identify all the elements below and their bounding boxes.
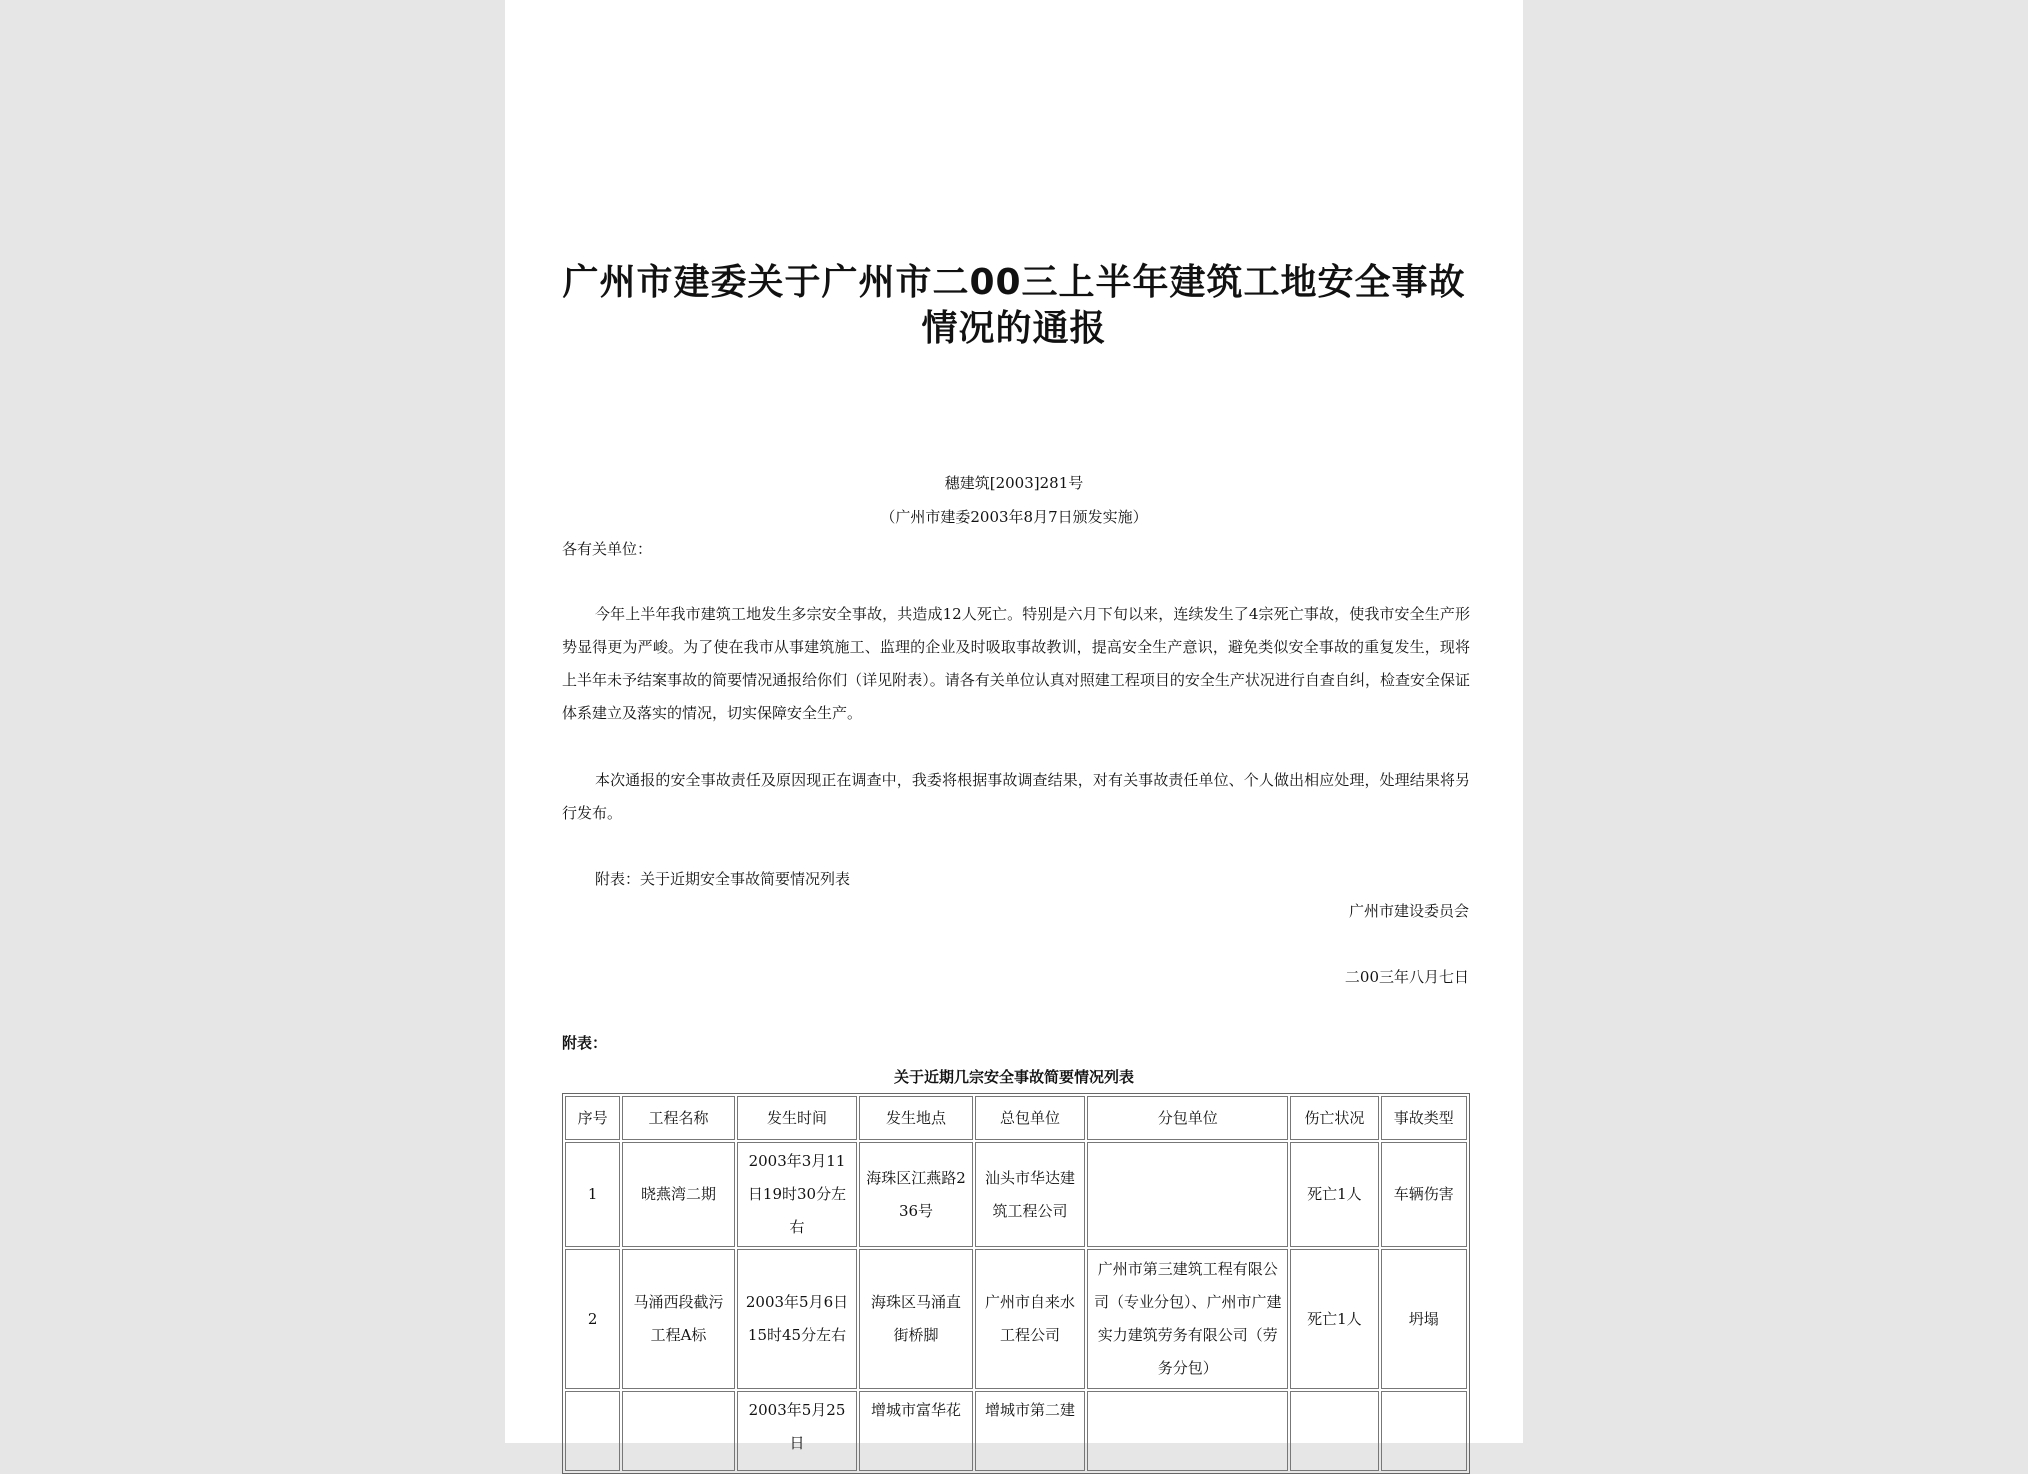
cell-location: 海珠区江燕路236号 [859,1142,973,1247]
cell-contractor: 广州市自来水工程公司 [975,1249,1085,1389]
cell-casualty: 死亡1人 [1290,1142,1378,1247]
document-title [545,260,1483,352]
header-cell-type: 事故类型 [1381,1096,1467,1140]
header-cell-casualty: 伤亡状况 [1290,1096,1378,1140]
cell-project: 晓燕湾二期 [622,1142,735,1247]
cell-time: 2003年5月6日15时45分左右 [737,1249,858,1389]
attachment-line: 附表：关于近期安全事故简要情况列表 [595,870,851,888]
cell-type: 车辆伤害 [1381,1142,1467,1247]
cell-no [565,1391,620,1471]
cell-no: 1 [565,1142,620,1247]
cell-time: 2003年3月11日19时30分左右 [737,1142,858,1247]
cell-type [1381,1391,1467,1471]
table-row [565,1142,1467,1247]
issued-note: （广州市建委2003年8月7日颁发实施） [880,508,1148,526]
paragraph-1: 今年上半年我市建筑工地发生多宗安全事故，共造成12人死亡。特别是六月下旬以来，连续发生了4宗死亡事故，使我市安全生产形势显得更为严峻。为了使在我市从事建筑施工、监理的企业及时吸取事故教训，提高安全生产意识，避免类似安全事故的重复发生，现将上半年未予结案事故的简要情况通报给你们（详见附表）。请各有关单位认真对照建工程项目的安全生产状况进行自查自纠，检查安全保证体系建立及落实的情况，切实保障安全生产。 [562,605,1470,722]
signature-date: 二00三年八月七日 [1344,968,1469,986]
cell-time: 2003年5月25日 [737,1391,858,1471]
header-cell-contractor: 总包单位 [975,1096,1085,1140]
title-line-2: 情况的通报 [921,308,1107,349]
cell-project: 马涌西段截污工程A标 [622,1249,735,1389]
accident-table-container [562,1093,1470,1452]
paragraph-2: 本次通报的安全事故责任及原因现正在调查中，我委将根据事故调查结果，对有关事故责任单位、个人做出相应处理，处理结果将另行发布。 [562,771,1470,822]
document-page [505,0,1523,1452]
cell-contractor: 增城市第二建 [975,1391,1085,1471]
header-cell-time: 发生时间 [737,1096,858,1140]
signature-org: 广州市建设委员会 [1348,902,1469,920]
cell-subcontractor: 广州市第三建筑工程有限公司（专业分包）、广州市广建实力建筑劳务有限公司（劳务分包） [1087,1249,1288,1389]
cell-casualty: 死亡1人 [1290,1249,1378,1389]
accident-table [562,1093,1470,1474]
cell-type: 坍塌 [1381,1249,1467,1389]
cell-location: 海珠区马涌直街桥脚 [859,1249,973,1389]
cell-location: 增城市富华花 [859,1391,973,1471]
header-cell-subcontractor: 分包单位 [1087,1096,1288,1140]
salutation: 各有关单位： [562,540,653,558]
cell-subcontractor [1087,1142,1288,1247]
cell-no: 2 [565,1249,620,1389]
appendix-label: 附表： [562,1034,608,1052]
table-header-row [565,1096,1467,1140]
cell-subcontractor [1087,1391,1288,1471]
header-cell-no: 序号 [565,1096,620,1140]
header-cell-project: 工程名称 [622,1096,735,1140]
cell-project [622,1391,735,1471]
title-line-1: 广州市建委关于广州市二00三上半年建筑工地安全事故 [562,262,1466,303]
header-cell-location: 发生地点 [859,1096,973,1140]
document-number: 穗建筑[2003]281号 [944,474,1084,492]
table-row [565,1391,1467,1471]
table-row [565,1249,1467,1389]
cell-casualty [1290,1391,1378,1471]
cell-contractor: 汕头市华达建筑工程公司 [975,1142,1085,1247]
table-title: 关于近期几宗安全事故简要情况列表 [893,1068,1134,1086]
